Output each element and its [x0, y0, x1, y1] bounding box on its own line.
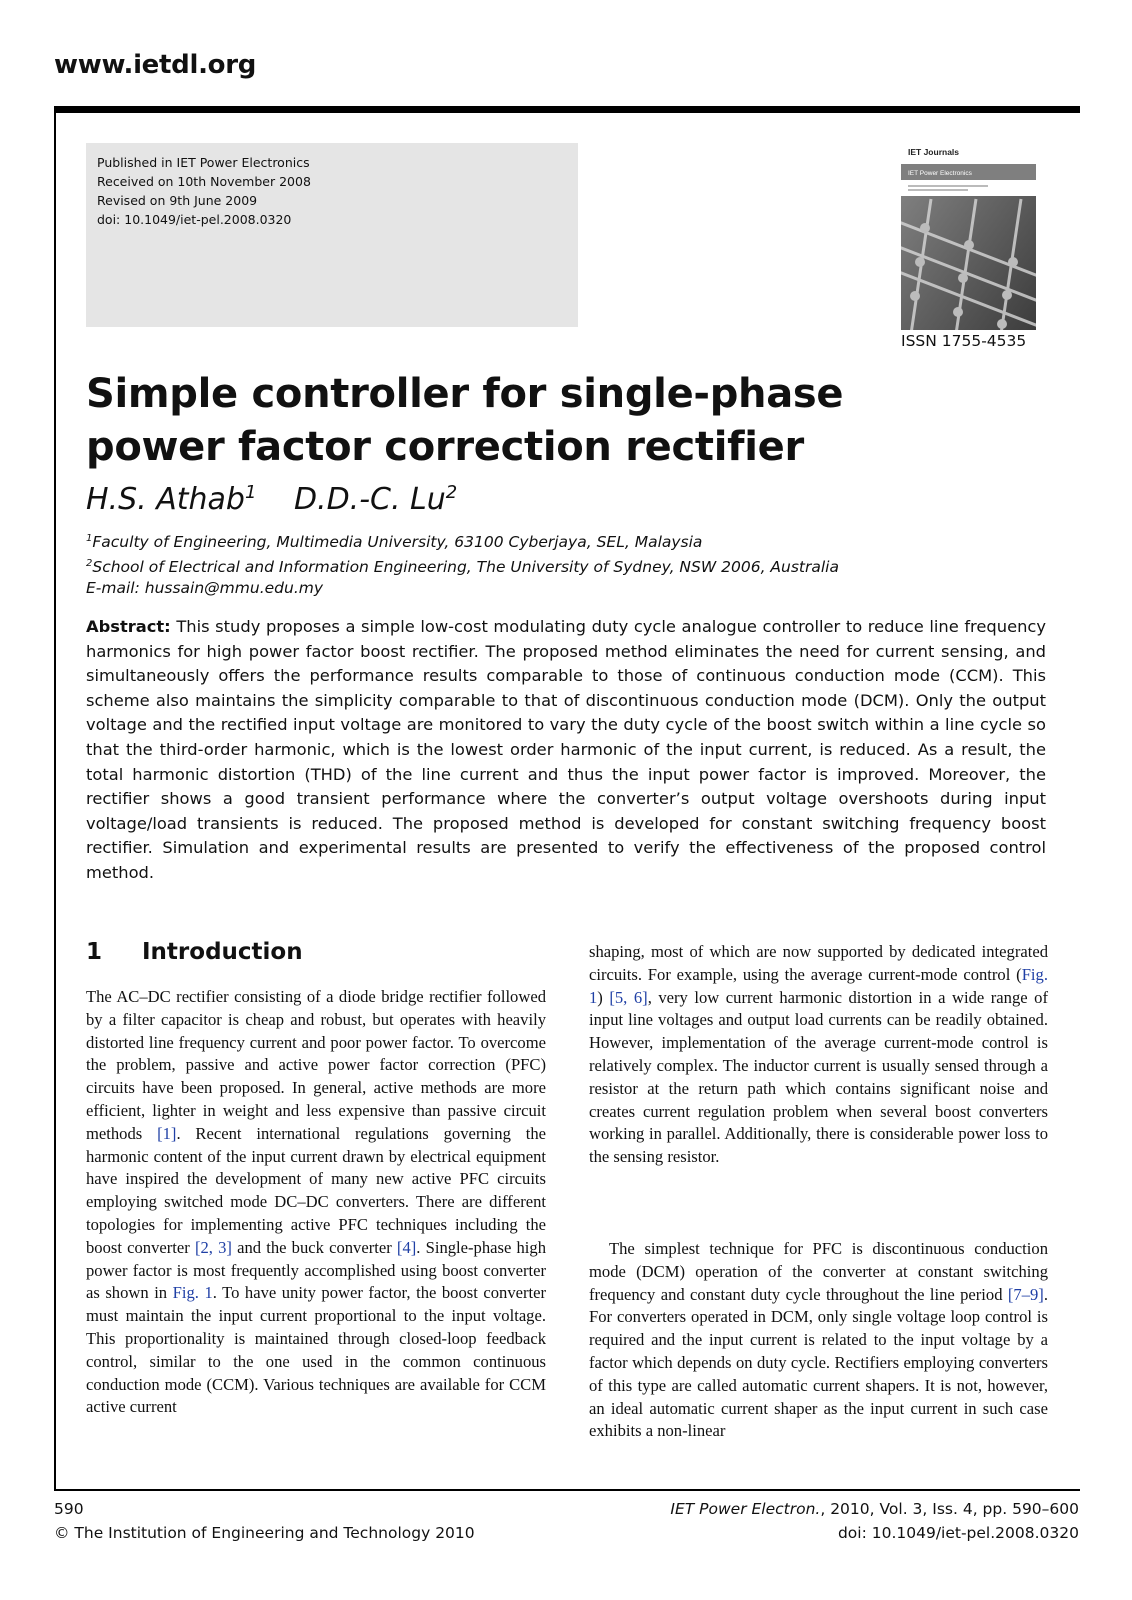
citation-link[interactable]: [2, 3] — [194, 1237, 232, 1257]
email[interactable]: E-mail: hussain@mmu.edu.my — [86, 579, 324, 598]
footer-doi[interactable]: doi: 10.1049/iet-pel.2008.0320 — [837, 1524, 1079, 1542]
citation-link[interactable]: Fig. 1 — [589, 964, 1048, 1007]
copyright: © The Institution of Engineering and Technology 2010 — [54, 1524, 475, 1542]
journal-name: IET Power Electron. — [670, 1500, 821, 1518]
paragraph-text: and the buck converter — [231, 1237, 397, 1257]
received-date: Received on 10th November 2008 — [97, 174, 311, 189]
affiliations — [86, 528, 839, 599]
paragraph-text: . For converters operated in DCM, only single voltage loop control is required and the input current is related to the input voltage by a factor which depends on duty cycle. Rectifiers employing converters of this type are called automatic current shapers. It is not, however, an ideal automatic current shaper as the input current in such case exhibits a non-linear — [589, 1284, 1048, 1441]
citation-link[interactable]: [7–9] — [1007, 1284, 1044, 1304]
author-name: H.S. Athab — [86, 482, 245, 517]
journal-volume: , 2010, Vol. 3, Iss. 4, pp. 590–600 — [820, 1500, 1079, 1518]
citation-link[interactable]: [5, 6] — [609, 987, 648, 1007]
section-number: 1 — [86, 939, 103, 965]
abstract-label: Abstract: — [86, 617, 171, 636]
cover-brand-text: IET Journals — [908, 147, 960, 157]
bottom-rule — [54, 1489, 1080, 1491]
page-number: 590 — [54, 1500, 84, 1518]
doi[interactable]: doi: 10.1049/iet-pel.2008.0320 — [97, 212, 292, 227]
published-in: Published in IET Power Electronics — [97, 155, 310, 170]
affiliation-line: $^1$Faculty of Engineering, Multimedia University, 63100 Cyberjaya, SEL, Malaysia — [86, 533, 703, 552]
paragraph-text: , very low current harmonic distortion in a wide range of input line voltages and output load currents can be readily obtained. However, implementation of the average current-mode control is relatively complex. The inductor current is usually sensed through a resistor at the return path which contains significant noise and creates current regulation problem when several boost converters working in parallel. Additionally, there is considerable power loss to the sensing resistor. — [589, 987, 1048, 1167]
cover-journal-text: IET Power Electronics — [908, 170, 972, 177]
journal-citation — [670, 1500, 1079, 1518]
citation-link[interactable]: [4] — [396, 1237, 417, 1257]
body-column-right-paragraph-2 — [589, 1238, 1048, 1443]
body-column-right-paragraph-1 — [589, 941, 1048, 1169]
section-heading — [86, 939, 303, 965]
abstract-text: This study proposes a simple low-cost modulating duty cycle analogue controller to reduce line frequency harmonics for high power factor boost rectifier. The proposed method eliminates the need for current sensing, and simultaneously offers the performance results comparable to those of continuous conduction mode (CCM). This scheme also maintains the simplicity comparable to that of discontinuous conduction mode (DCM). Only the output voltage and the rectified input voltage are monitored to vary the duty cycle of the boost switch within a line cycle so that the third-order harmonic, which is the lowest order harmonic of the input current, is reduced. As a result, the total harmonic distortion (THD) of the line current and thus the input power factor is improved. Moreover, the rectifier shows a good transient performance where the converter’s output voltage overshoots during input voltage/load transients is reduced. The proposed method is developed for constant switching frequency boost rectifier. Simulation and experimental results are presented to verify the effectiveness of the proposed control method. — [86, 617, 1046, 882]
abstract — [86, 615, 1046, 886]
author-superscript: 2 — [445, 482, 458, 503]
author-superscript: 1 — [244, 482, 257, 503]
author-name: D.D.-C. Lu — [293, 482, 446, 517]
paragraph-text: The AC–DC rectifier consisting of a diode bridge rectifier followed by a filter capacitor is cheap and robust, but operates with heavily distorted line frequency current and poor power factor. To overcome the problem, passive and active power factor correction (PFC) circuits have been proposed. In general, active methods are more efficient, lighter in weight and less expensive than passive circuit methods — [86, 987, 546, 1143]
section-title: Introduction — [142, 939, 303, 965]
paragraph-text: . Single-phase high power factor is most frequently accomplished using boost converter as shown in — [86, 1237, 546, 1303]
citation-link[interactable]: [1] — [157, 1123, 177, 1143]
issn: ISSN 1755-4535 — [901, 332, 1027, 350]
paragraph-text: The simplest technique for PFC is discontinuous conduction mode (DCM) operation of the converter at constant switching frequency and constant duty cycle throughout the line period — [589, 1239, 1048, 1304]
affiliation-line: $^2$School of Electrical and Information Engineering, The University of Sydney, NSW 2006, Australia — [86, 558, 839, 577]
paragraph-text: . Recent international regulations governing the harmonic content of the input current drawn by electrical equipment have inspired the development of many new active PFC circuits employing switched mode DC–DC converters. There are different topologies for implementing active PFC techniques including the boost converter — [86, 1123, 546, 1257]
paragraph-text: ) — [597, 987, 610, 1007]
paragraph-text: shaping, most of which are now supported by dedicated integrated circuits. For example, using the average current-mode control ( — [589, 942, 1048, 984]
top-rule — [54, 106, 1080, 113]
publication-info-box — [86, 143, 578, 327]
citation-link[interactable]: Fig. 1 — [172, 1283, 213, 1303]
site-url[interactable]: www.ietdl.org — [54, 50, 257, 80]
author-list — [86, 482, 457, 517]
paper-title: Simple controller for single-phase power factor correction rectifier — [86, 371, 844, 470]
revised-date: Revised on 9th June 2009 — [97, 193, 258, 208]
left-rule — [54, 113, 56, 1490]
body-column-left — [86, 986, 546, 1419]
journal-cover-image — [901, 144, 1036, 330]
paragraph-text: . To have unity power factor, the boost converter must maintain the input current proportional to the input voltage. This proportionality is maintained through closed-loop feedback control, similar to the one used in the common continuous conduction mode (CCM). Various techniques are available for CCM active current — [86, 1283, 547, 1417]
